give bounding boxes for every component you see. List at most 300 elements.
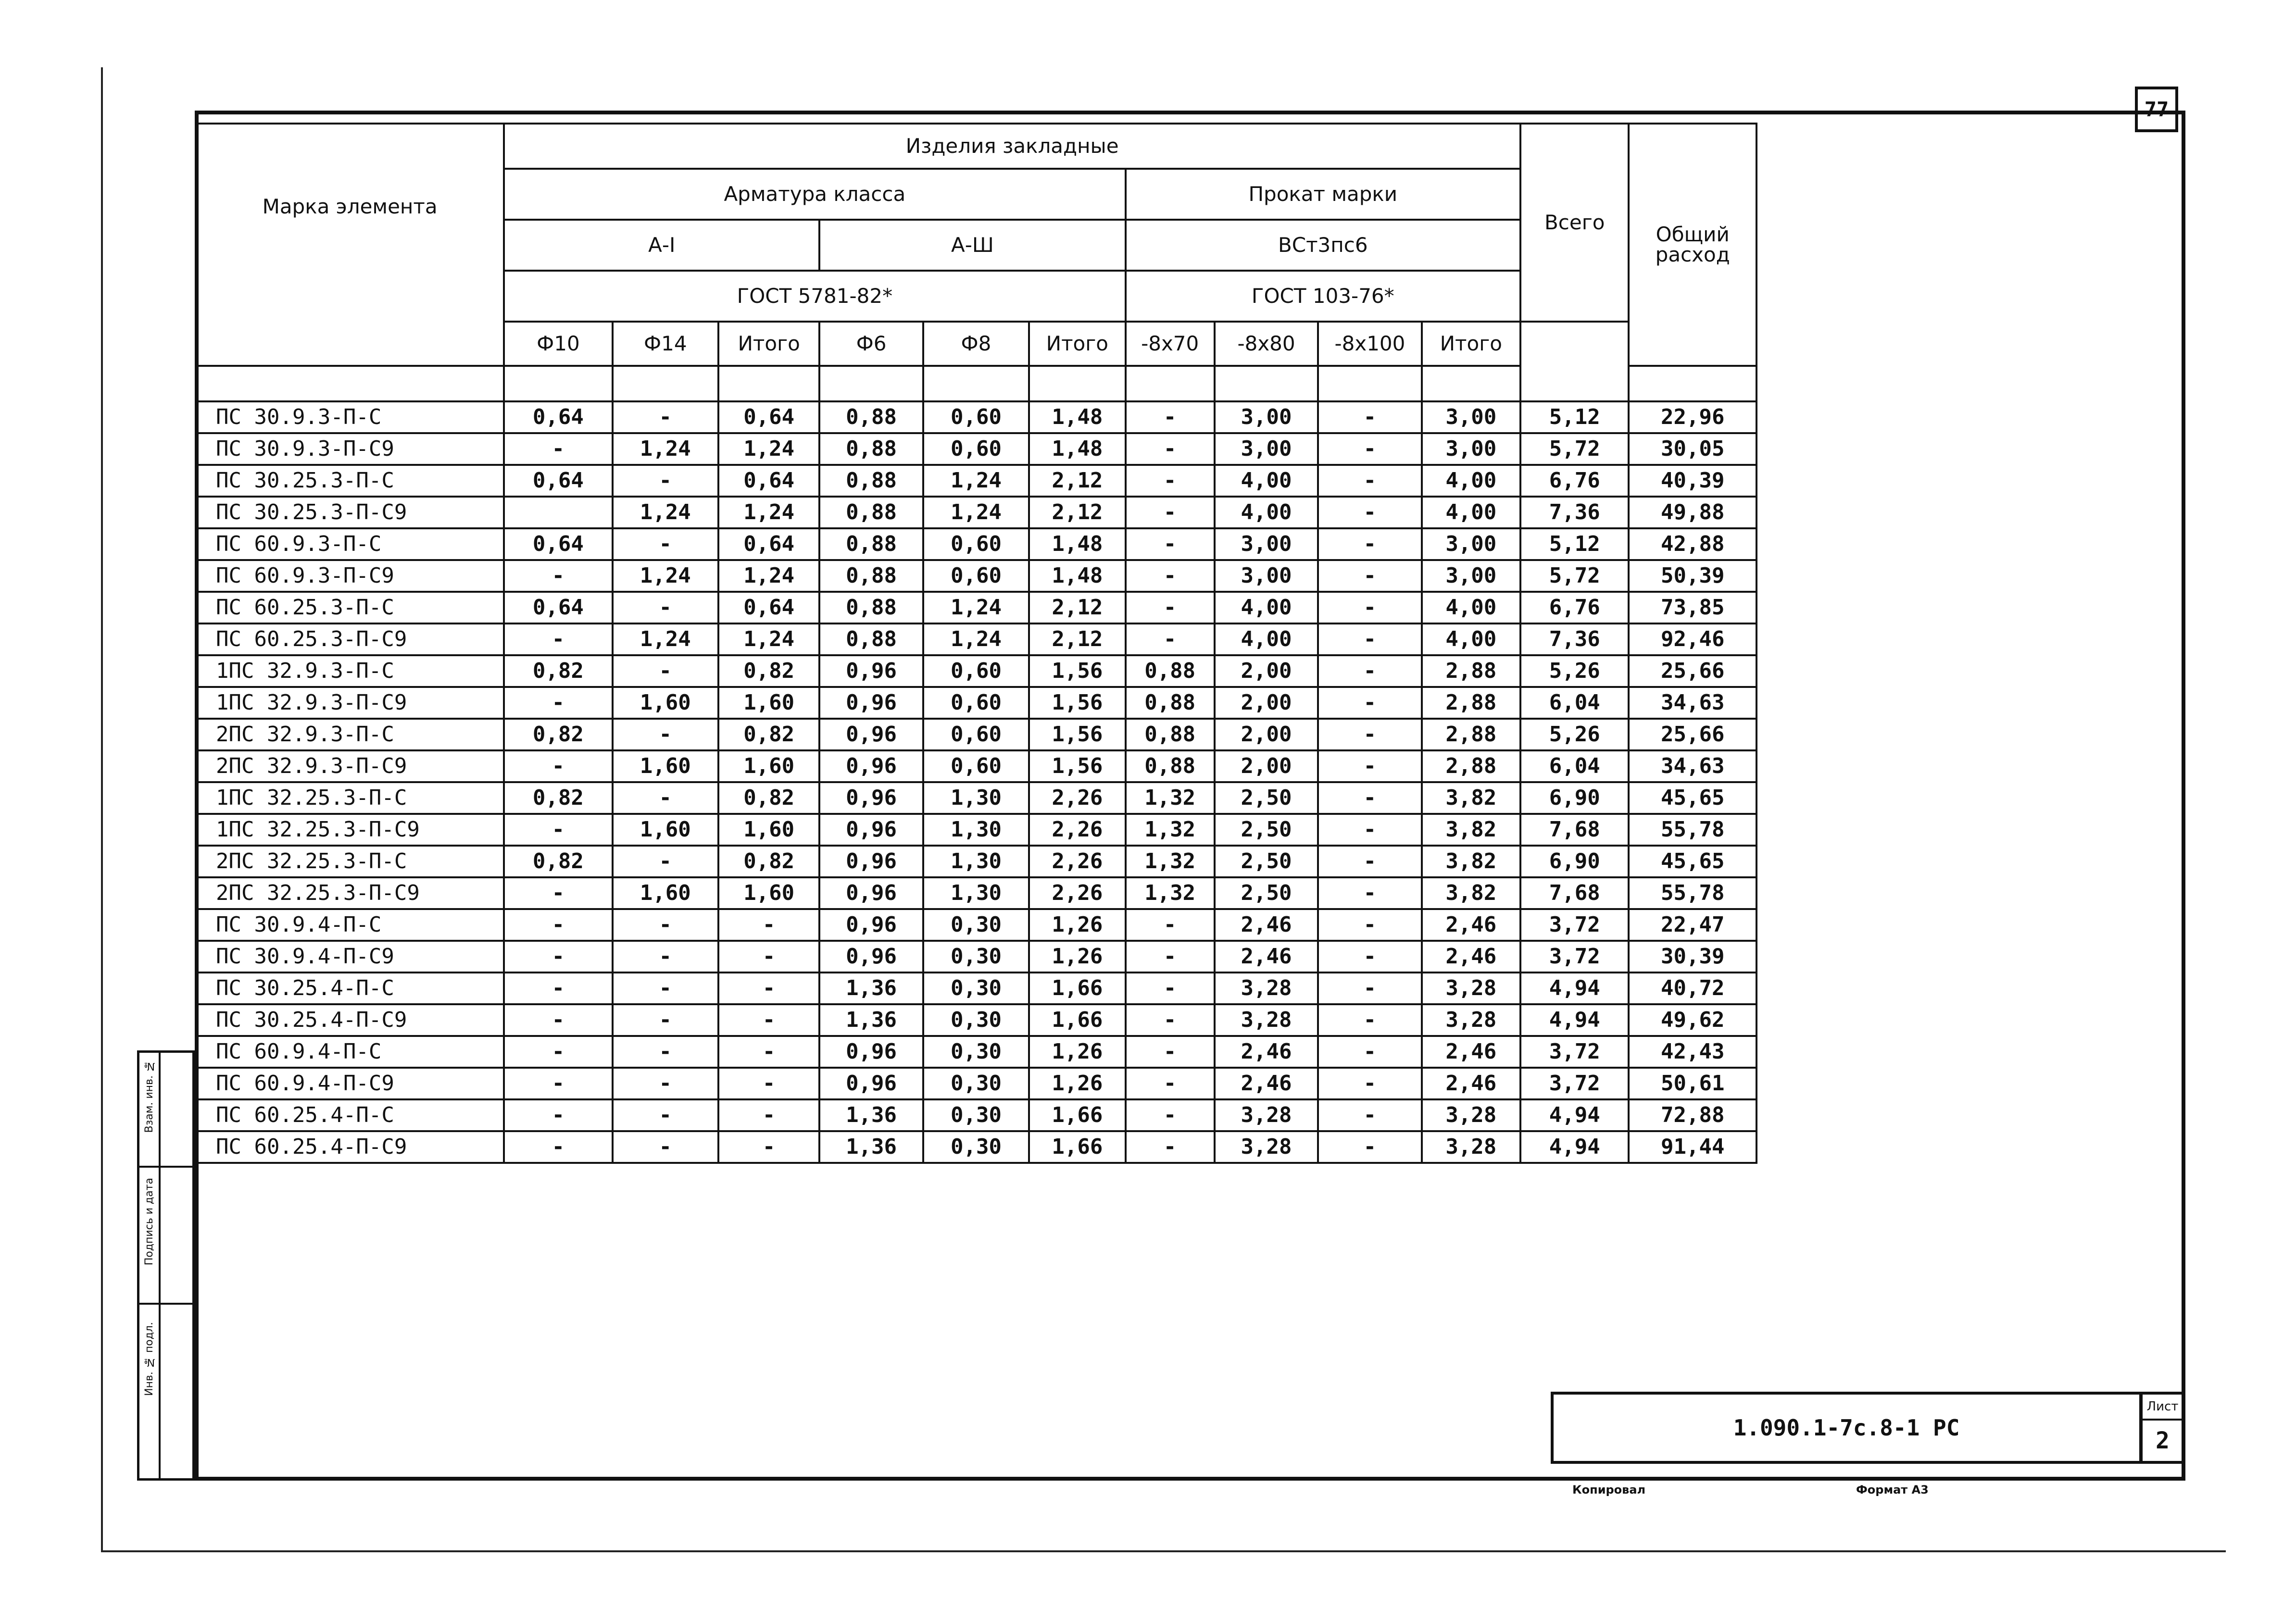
- value-cell: 1,56: [1029, 655, 1125, 687]
- value-cell: 0,96: [819, 846, 923, 877]
- value-cell: 1,56: [1029, 719, 1125, 750]
- value-cell: 4,00: [1422, 623, 1520, 655]
- sheet-label: Лист: [2143, 1395, 2183, 1421]
- value-cell: -: [613, 1068, 718, 1099]
- table-row: [196, 846, 1757, 877]
- value-cell: 0,82: [504, 655, 612, 687]
- col-header-a1: А-I: [504, 220, 819, 271]
- value-cell: 0,30: [923, 973, 1029, 1004]
- value-cell: 25,66: [1629, 655, 1757, 687]
- value-cell: 2,12: [1029, 623, 1125, 655]
- value-cell: 3,28: [1422, 973, 1520, 1004]
- value-cell: -: [1318, 401, 1421, 433]
- value-cell: 1,66: [1029, 1131, 1125, 1163]
- value-cell: 0,82: [504, 846, 612, 877]
- value-cell: 1,32: [1126, 877, 1215, 909]
- sheet-number: 2: [2156, 1427, 2170, 1454]
- value-cell: 45,65: [1629, 782, 1757, 814]
- value-cell: 3,00: [1215, 560, 1318, 592]
- table-spacer-row: [196, 366, 1757, 401]
- col-subheader: Ф8: [923, 322, 1029, 366]
- value-cell: -: [504, 1036, 612, 1068]
- spacer-cell: [1520, 366, 1629, 401]
- value-cell: 25,66: [1629, 719, 1757, 750]
- value-cell: -: [1318, 560, 1421, 592]
- value-cell: 0,96: [819, 719, 923, 750]
- value-cell: 91,44: [1629, 1131, 1757, 1163]
- element-mark-cell: ПС 30.9.3-П-С: [196, 401, 504, 433]
- value-cell: 0,88: [819, 592, 923, 623]
- element-mark-cell: ПС 60.25.3-П-С9: [196, 623, 504, 655]
- element-mark-cell: ПС 60.25.4-П-С: [196, 1099, 504, 1131]
- value-cell: 0,82: [718, 719, 819, 750]
- strip-separator: [139, 1303, 192, 1305]
- strip-label-replace: Взам. инв. №: [143, 1060, 155, 1133]
- value-cell: -: [1126, 1036, 1215, 1068]
- value-cell: 50,39: [1629, 560, 1757, 592]
- spacer-cell: [196, 366, 504, 401]
- value-cell: 0,88: [819, 401, 923, 433]
- value-cell: 3,28: [1422, 1004, 1520, 1036]
- value-cell: 2,26: [1029, 877, 1125, 909]
- value-cell: -: [504, 909, 612, 941]
- strip-label-sign: Подпись и дата: [143, 1178, 155, 1266]
- value-cell: 2,50: [1215, 782, 1318, 814]
- table-row: [196, 401, 1757, 433]
- value-cell: 0,96: [819, 655, 923, 687]
- value-cell: 3,28: [1215, 1004, 1318, 1036]
- value-cell: 0,60: [923, 433, 1029, 465]
- value-cell: 0,96: [819, 1068, 923, 1099]
- value-cell: -: [1126, 1068, 1215, 1099]
- value-cell: 40,72: [1629, 973, 1757, 1004]
- value-cell: 0,30: [923, 909, 1029, 941]
- value-cell: 1,66: [1029, 1004, 1125, 1036]
- value-cell: 0,64: [504, 528, 612, 560]
- value-cell: 0,64: [718, 592, 819, 623]
- value-cell: 0,96: [819, 941, 923, 973]
- value-cell: -: [613, 782, 718, 814]
- value-cell: 2,00: [1215, 719, 1318, 750]
- value-cell: 0,88: [819, 560, 923, 592]
- value-cell: -: [613, 1036, 718, 1068]
- value-cell: 1,24: [718, 560, 819, 592]
- table-row: [196, 814, 1757, 846]
- table-row: [196, 1068, 1757, 1099]
- value-cell: 0,88: [1126, 687, 1215, 719]
- value-cell: 3,00: [1422, 401, 1520, 433]
- spacer-cell: [613, 366, 718, 401]
- value-cell: -: [1318, 846, 1421, 877]
- value-cell: -: [613, 846, 718, 877]
- col-header-steel: ВСт3пс6: [1126, 220, 1521, 271]
- value-cell: 2,88: [1422, 750, 1520, 782]
- value-cell: -: [1318, 497, 1421, 528]
- value-cell: 3,28: [1422, 1099, 1520, 1131]
- col-subheader: Итого: [1029, 322, 1125, 366]
- value-cell: 4,94: [1520, 973, 1629, 1004]
- value-cell: 4,94: [1520, 1099, 1629, 1131]
- table-row: [196, 909, 1757, 941]
- value-cell: -: [1318, 973, 1421, 1004]
- value-cell: 2,12: [1029, 592, 1125, 623]
- value-cell: 2,12: [1029, 497, 1125, 528]
- value-cell: -: [718, 909, 819, 941]
- value-cell: 3,82: [1422, 877, 1520, 909]
- col-header-rolled: Прокат марки: [1126, 169, 1521, 220]
- value-cell: 0,88: [1126, 719, 1215, 750]
- value-cell: 1,60: [718, 687, 819, 719]
- value-cell: -: [1318, 750, 1421, 782]
- value-cell: 3,28: [1215, 1131, 1318, 1163]
- value-cell: 1,30: [923, 782, 1029, 814]
- value-cell: 3,00: [1215, 401, 1318, 433]
- value-cell: -: [1318, 1004, 1421, 1036]
- value-cell: 0,64: [718, 465, 819, 497]
- value-cell: -: [1126, 973, 1215, 1004]
- value-cell: 0,60: [923, 750, 1029, 782]
- value-cell: 6,90: [1520, 846, 1629, 877]
- strip-label-inv: Инв. № подл.: [143, 1322, 155, 1396]
- value-cell: 22,47: [1629, 909, 1757, 941]
- sheet-number-box: [2140, 1392, 2185, 1464]
- value-cell: 0,96: [819, 814, 923, 846]
- value-cell: -: [1126, 623, 1215, 655]
- value-cell: -: [1318, 592, 1421, 623]
- value-cell: 2,00: [1215, 655, 1318, 687]
- element-mark-cell: ПС 30.9.3-П-С9: [196, 433, 504, 465]
- value-cell: 3,00: [1422, 433, 1520, 465]
- col-subheader: Ф14: [613, 322, 718, 366]
- value-cell: 0,30: [923, 1068, 1029, 1099]
- value-cell: 7,36: [1520, 623, 1629, 655]
- value-cell: -: [1126, 497, 1215, 528]
- value-cell: -: [1318, 719, 1421, 750]
- table-row: [196, 1036, 1757, 1068]
- table-row: [196, 623, 1757, 655]
- value-cell: 1,48: [1029, 528, 1125, 560]
- value-cell: 4,94: [1520, 1131, 1629, 1163]
- spacer-cell: [1029, 366, 1125, 401]
- spacer-cell: [923, 366, 1029, 401]
- value-cell: 34,63: [1629, 687, 1757, 719]
- value-cell: 1,24: [718, 497, 819, 528]
- value-cell: [504, 497, 612, 528]
- value-cell: 3,28: [1422, 1131, 1520, 1163]
- value-cell: 0,30: [923, 1036, 1029, 1068]
- value-cell: 0,30: [923, 941, 1029, 973]
- value-cell: -: [1126, 909, 1215, 941]
- value-cell: -: [718, 1099, 819, 1131]
- col-header-embedded: Изделия закладные: [504, 124, 1520, 169]
- value-cell: -: [718, 1004, 819, 1036]
- value-cell: 3,82: [1422, 814, 1520, 846]
- value-cell: 3,72: [1520, 1068, 1629, 1099]
- element-mark-cell: 1ПС 32.9.3-П-С9: [196, 687, 504, 719]
- value-cell: 3,82: [1422, 782, 1520, 814]
- value-cell: 50,61: [1629, 1068, 1757, 1099]
- table-row: [196, 782, 1757, 814]
- value-cell: -: [718, 1131, 819, 1163]
- element-mark-cell: ПС 60.9.4-П-С9: [196, 1068, 504, 1099]
- value-cell: 0,30: [923, 1004, 1029, 1036]
- value-cell: 0,82: [718, 846, 819, 877]
- footer-format: Формат А3: [1856, 1483, 1929, 1496]
- value-cell: 7,68: [1520, 814, 1629, 846]
- value-cell: 2,46: [1215, 941, 1318, 973]
- value-cell: 2,88: [1422, 687, 1520, 719]
- top-page-number: 77: [2135, 87, 2178, 132]
- value-cell: 5,12: [1520, 528, 1629, 560]
- value-cell: 1,24: [613, 497, 718, 528]
- value-cell: 0,88: [819, 528, 923, 560]
- value-cell: -: [613, 909, 718, 941]
- value-cell: 1,24: [613, 623, 718, 655]
- value-cell: 1,24: [923, 497, 1029, 528]
- value-cell: -: [504, 1131, 612, 1163]
- value-cell: -: [613, 973, 718, 1004]
- value-cell: 0,64: [504, 465, 612, 497]
- value-cell: 1,26: [1029, 941, 1125, 973]
- value-cell: 1,36: [819, 973, 923, 1004]
- spacer-cell: [819, 366, 923, 401]
- footer-copied: Копировал: [1572, 1483, 1646, 1496]
- value-cell: 1,24: [718, 433, 819, 465]
- value-cell: 1,56: [1029, 687, 1125, 719]
- value-cell: -: [613, 941, 718, 973]
- table-row: [196, 750, 1757, 782]
- value-cell: 1,24: [718, 623, 819, 655]
- title-block-code: 1.090.1-7с.8-1 РС: [1551, 1392, 2142, 1464]
- strip-separator: [139, 1166, 192, 1168]
- value-cell: -: [613, 592, 718, 623]
- spacer-cell: [1629, 366, 1757, 401]
- value-cell: -: [1318, 623, 1421, 655]
- value-cell: 0,64: [504, 401, 612, 433]
- value-cell: 3,00: [1215, 528, 1318, 560]
- table-row: [196, 1004, 1757, 1036]
- table-row: [196, 433, 1757, 465]
- element-mark-cell: ПС 60.9.4-П-С: [196, 1036, 504, 1068]
- value-cell: -: [1318, 909, 1421, 941]
- value-cell: -: [1318, 1068, 1421, 1099]
- element-mark-cell: ПС 60.25.3-П-С: [196, 592, 504, 623]
- value-cell: 72,88: [1629, 1099, 1757, 1131]
- value-cell: 0,60: [923, 687, 1029, 719]
- value-cell: 55,78: [1629, 877, 1757, 909]
- element-mark-cell: 2ПС 32.9.3-П-С: [196, 719, 504, 750]
- value-cell: 1,24: [923, 592, 1029, 623]
- value-cell: 2,50: [1215, 877, 1318, 909]
- value-cell: 0,88: [1126, 655, 1215, 687]
- value-cell: -: [613, 401, 718, 433]
- value-cell: -: [504, 877, 612, 909]
- value-cell: 2,50: [1215, 846, 1318, 877]
- value-cell: 1,60: [613, 877, 718, 909]
- value-cell: 0,96: [819, 1036, 923, 1068]
- value-cell: 0,88: [1126, 750, 1215, 782]
- value-cell: 0,88: [819, 497, 923, 528]
- value-cell: 1,26: [1029, 1068, 1125, 1099]
- table-row: [196, 941, 1757, 973]
- element-mark-cell: ПС 60.25.4-П-С9: [196, 1131, 504, 1163]
- value-cell: -: [613, 1004, 718, 1036]
- value-cell: -: [504, 1068, 612, 1099]
- value-cell: 4,94: [1520, 1004, 1629, 1036]
- value-cell: 1,60: [613, 814, 718, 846]
- value-cell: 1,60: [718, 877, 819, 909]
- spacer-cell: [1318, 366, 1421, 401]
- value-cell: 3,00: [1422, 560, 1520, 592]
- col-header-total: Всего: [1520, 124, 1629, 322]
- value-cell: 0,96: [819, 687, 923, 719]
- value-cell: 2,46: [1422, 909, 1520, 941]
- value-cell: 73,85: [1629, 592, 1757, 623]
- value-cell: 3,00: [1422, 528, 1520, 560]
- left-binding-strip: [137, 1050, 195, 1481]
- value-cell: 0,82: [718, 782, 819, 814]
- value-cell: -: [504, 687, 612, 719]
- value-cell: 0,96: [819, 750, 923, 782]
- value-cell: -: [504, 750, 612, 782]
- value-cell: -: [613, 528, 718, 560]
- value-cell: -: [1318, 814, 1421, 846]
- table-row: [196, 687, 1757, 719]
- value-cell: 1,56: [1029, 750, 1125, 782]
- value-cell: 0,60: [923, 528, 1029, 560]
- col-header-mark: Марка элемента: [196, 124, 504, 366]
- value-cell: 5,26: [1520, 655, 1629, 687]
- value-cell: 4,00: [1422, 497, 1520, 528]
- value-cell: 3,72: [1520, 941, 1629, 973]
- col-subheader: -8х70: [1126, 322, 1215, 366]
- value-cell: 1,60: [613, 750, 718, 782]
- col-header-a3: А-Ш: [819, 220, 1125, 271]
- value-cell: 0,64: [504, 592, 612, 623]
- value-cell: 0,60: [923, 719, 1029, 750]
- element-mark-cell: 2ПС 32.25.3-П-С9: [196, 877, 504, 909]
- col-subheader: Итого: [718, 322, 819, 366]
- spacer-cell: [504, 366, 612, 401]
- value-cell: 2,00: [1215, 750, 1318, 782]
- element-mark-cell: 1ПС 32.25.3-П-С9: [196, 814, 504, 846]
- col-subheader: -8х80: [1215, 322, 1318, 366]
- value-cell: 2,26: [1029, 846, 1125, 877]
- value-cell: -: [1126, 401, 1215, 433]
- value-cell: 1,66: [1029, 973, 1125, 1004]
- value-cell: 1,60: [613, 687, 718, 719]
- spacer-cell: [1126, 366, 1215, 401]
- value-cell: 49,62: [1629, 1004, 1757, 1036]
- value-cell: -: [1318, 433, 1421, 465]
- value-cell: -: [504, 433, 612, 465]
- table-row: [196, 528, 1757, 560]
- col-subheader: Итого: [1422, 322, 1520, 366]
- table-row: [196, 719, 1757, 750]
- value-cell: 1,48: [1029, 560, 1125, 592]
- value-cell: -: [504, 623, 612, 655]
- table-row: [196, 877, 1757, 909]
- col-subheader: Ф6: [819, 322, 923, 366]
- value-cell: -: [504, 560, 612, 592]
- value-cell: 1,36: [819, 1131, 923, 1163]
- value-cell: 0,30: [923, 1099, 1029, 1131]
- table-row: [196, 465, 1757, 497]
- value-cell: -: [1318, 1099, 1421, 1131]
- value-cell: 3,82: [1422, 846, 1520, 877]
- value-cell: 42,88: [1629, 528, 1757, 560]
- value-cell: -: [1318, 782, 1421, 814]
- value-cell: -: [504, 1099, 612, 1131]
- value-cell: -: [1318, 1131, 1421, 1163]
- value-cell: 2,88: [1422, 719, 1520, 750]
- value-cell: 5,12: [1520, 401, 1629, 433]
- value-cell: 0,60: [923, 655, 1029, 687]
- value-cell: 3,72: [1520, 909, 1629, 941]
- embedded-parts-table: [195, 123, 1757, 1164]
- value-cell: -: [718, 1036, 819, 1068]
- col-subheader: -8х100: [1318, 322, 1421, 366]
- value-cell: 2,46: [1422, 941, 1520, 973]
- value-cell: 34,63: [1629, 750, 1757, 782]
- value-cell: 1,32: [1126, 814, 1215, 846]
- value-cell: 1,26: [1029, 1036, 1125, 1068]
- value-cell: 4,00: [1422, 592, 1520, 623]
- table-row: [196, 973, 1757, 1004]
- strip-divider: [159, 1053, 161, 1478]
- value-cell: -: [613, 719, 718, 750]
- value-cell: 0,30: [923, 1131, 1029, 1163]
- value-cell: 4,00: [1215, 497, 1318, 528]
- element-mark-cell: 1ПС 32.25.3-П-С: [196, 782, 504, 814]
- value-cell: -: [1318, 465, 1421, 497]
- value-cell: 92,46: [1629, 623, 1757, 655]
- value-cell: -: [1318, 687, 1421, 719]
- value-cell: -: [613, 1131, 718, 1163]
- value-cell: 1,60: [718, 750, 819, 782]
- value-cell: 6,04: [1520, 687, 1629, 719]
- value-cell: -: [1318, 1036, 1421, 1068]
- value-cell: 0,82: [718, 655, 819, 687]
- element-mark-cell: 2ПС 32.9.3-П-С9: [196, 750, 504, 782]
- value-cell: -: [1126, 1099, 1215, 1131]
- value-cell: 2,46: [1215, 1068, 1318, 1099]
- value-cell: 2,50: [1215, 814, 1318, 846]
- table-row: [196, 497, 1757, 528]
- value-cell: 1,32: [1126, 782, 1215, 814]
- value-cell: 1,36: [819, 1099, 923, 1131]
- element-mark-cell: ПС 30.9.4-П-С9: [196, 941, 504, 973]
- element-mark-cell: ПС 30.9.4-П-С: [196, 909, 504, 941]
- value-cell: -: [1126, 1131, 1215, 1163]
- value-cell: 1,30: [923, 846, 1029, 877]
- value-cell: 0,88: [819, 465, 923, 497]
- value-cell: 1,48: [1029, 433, 1125, 465]
- value-cell: 7,68: [1520, 877, 1629, 909]
- value-cell: 55,78: [1629, 814, 1757, 846]
- value-cell: 1,24: [923, 623, 1029, 655]
- value-cell: 0,88: [819, 433, 923, 465]
- col-header-rebar: Арматура класса: [504, 169, 1125, 220]
- element-mark-cell: ПС 30.25.4-П-С: [196, 973, 504, 1004]
- value-cell: 0,82: [504, 719, 612, 750]
- value-cell: -: [504, 1004, 612, 1036]
- col-header-gost-rebar: ГОСТ 5781-82*: [504, 271, 1125, 322]
- value-cell: -: [1126, 1004, 1215, 1036]
- value-cell: 5,26: [1520, 719, 1629, 750]
- value-cell: -: [1318, 877, 1421, 909]
- element-mark-cell: ПС 30.25.3-П-С: [196, 465, 504, 497]
